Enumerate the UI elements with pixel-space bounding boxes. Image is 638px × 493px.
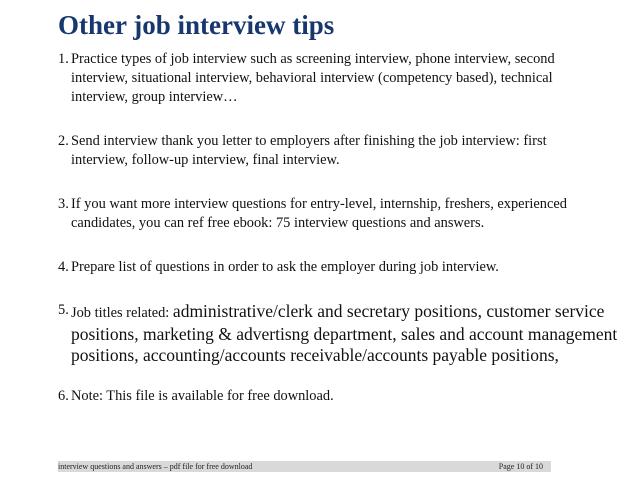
tip-number: 2.: [58, 133, 69, 149]
page-title: Other job interview tips: [58, 10, 335, 40]
tip-item-1: [58, 50, 598, 107]
tip-text: [71, 301, 618, 366]
tip-text: [71, 50, 598, 107]
tip-text: [71, 132, 598, 170]
tip-item-4: [58, 258, 598, 277]
tip-line: interview, follow-up interview, final interview.: [71, 152, 340, 168]
tip-text: [71, 258, 598, 277]
tips-list: [58, 50, 618, 406]
tip-item-5: [58, 301, 618, 366]
job-titles-text: administrative/clerk and secretary positions, customer service: [172, 301, 605, 321]
page-number: Page 10 of 10: [498, 462, 543, 471]
tip-number: 4.: [58, 259, 69, 275]
tip-line: Practice types of job interview such as screening interview, phone interview, second: [71, 51, 555, 67]
page-footer: [58, 461, 551, 472]
tip-line-first: [71, 301, 605, 324]
tip-number: 5.: [58, 302, 69, 318]
tip-item-2: [58, 132, 598, 170]
tip-line: interview, group interview…: [71, 89, 238, 105]
tip-number: 3.: [58, 196, 69, 212]
tip-number: 6.: [58, 388, 69, 404]
tip-line: Send interview thank you letter to employers after finishing the job interview: first: [71, 133, 547, 149]
tip-number: 1.: [58, 51, 69, 67]
job-titles-text: positions, marketing & advertisng department, sales and account management: [71, 324, 618, 344]
footer-left-text: interview questions and answers – pdf file for free download: [58, 462, 253, 471]
tip-item-6: [58, 387, 598, 406]
tip-line: Note: This file is available for free download.: [71, 388, 334, 404]
tip-lead-label: Job titles related:: [71, 305, 173, 321]
tip-line: interview, situational interview, behavioral interview (competency based), technical: [71, 70, 553, 86]
tip-line: If you want more interview questions for entry-level, internship, freshers, experienced: [71, 196, 567, 212]
tip-line: Prepare list of questions in order to ask the employer during job interview.: [71, 259, 499, 275]
job-titles-text: positions, accounting/accounts receivable/accounts payable positions,: [71, 345, 559, 365]
tip-item-3: [58, 195, 598, 233]
tip-text: [71, 387, 598, 406]
tip-line: candidates, you can ref free ebook: 75 interview questions and answers.: [71, 215, 485, 231]
tip-text: [71, 195, 598, 233]
